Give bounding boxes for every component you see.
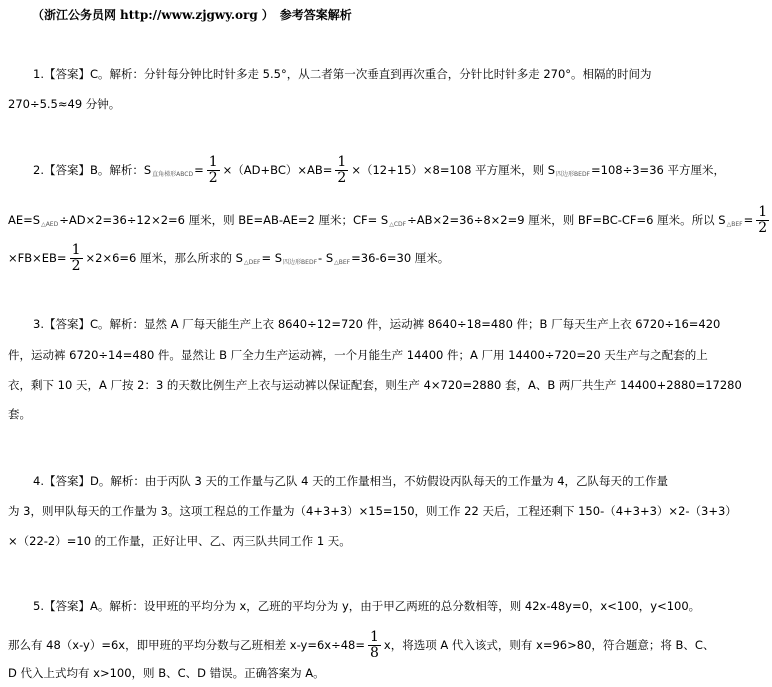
fraction-denominator: 2: [208, 170, 218, 186]
fraction-one-eighth: [368, 630, 381, 661]
q2-subscript: △DEF: [243, 259, 261, 266]
fraction-denominator: 2: [337, 170, 347, 186]
fraction-one-half: [70, 243, 83, 274]
q2-text: ×2×6=6 厘米，那么所求的 S: [85, 251, 243, 265]
q2-subscript: △CDF: [389, 221, 407, 228]
q5-text: x，将选项 A 代入该式，则有 x=96>80，符合题意；将 B、C、: [383, 638, 715, 652]
header-suffix: ）: [261, 8, 274, 22]
q3-line-4: 套。: [8, 407, 31, 421]
q2-subscript: 直角梯形ABCD: [152, 171, 194, 178]
fraction-numerator: 1: [758, 204, 768, 220]
fraction-one-half: [756, 205, 769, 236]
q2-subscript: 四边形BEDF: [556, 171, 591, 178]
header-prefix: （浙江公务员网: [32, 8, 117, 22]
fraction-one-half: [207, 155, 220, 186]
q2-text: ÷AB×2=36÷8×2=9 厘米，则 BF=BC-CF=6 厘米。所以 S: [407, 213, 726, 227]
q3-line-1: 3.【答案】C。解析：显然 A 厂每天能生产上衣 8640÷12=720 件，运动裤 8640÷18=480 件；B 厂每天生产上衣 6720÷16=420: [33, 317, 721, 331]
q2-text: ÷AD×2=36÷12×2=6 厘米，则 BE=AB-AE=2 厘米；CF= S: [59, 213, 389, 227]
q2-text: AE=S: [8, 213, 41, 227]
q4-line-3: ×（22-2）=10 的工作量，正好让甲、乙、丙三队共同工作 1 天。: [8, 534, 351, 548]
fraction-numerator: 1: [369, 629, 379, 645]
q2-text: 2.【答案】B。解析：S: [33, 163, 152, 177]
q2-subscript: △BEF: [334, 259, 351, 266]
q5-text: 那么有 48（x-y）=6x，即甲班的平均分数与乙班相差 x-y=6x÷48=: [8, 638, 365, 652]
q1-line-2: 270÷5.5≈49 分钟。: [8, 97, 121, 111]
fraction-one-half: [335, 155, 348, 186]
q2-text: = S: [261, 251, 283, 265]
q5-line-3: D 代入上式均有 x>100，则 B、C、D 错误。正确答案为 A。: [8, 666, 325, 680]
fraction-numerator: 1: [337, 154, 347, 170]
fraction-numerator: 1: [208, 154, 218, 170]
header-title: 参考答案解析: [279, 8, 352, 22]
q2-line-1: [33, 155, 725, 186]
fraction-numerator: 1: [71, 242, 81, 258]
q3-line-2: 件，运动裤 6720÷14=480 件。显然让 B 厂全力生产运动裤，一个月能生产 14400 件；A 厂用 14400÷720=20 天生产与之配套的上: [8, 348, 708, 362]
q2-text: =36-6=30 厘米。: [351, 251, 450, 265]
document-header: [32, 6, 352, 23]
q2-text: ×FB×EB=: [8, 251, 67, 265]
q2-text: ×（AD+BC）×AB=: [222, 163, 333, 177]
q2-text: =: [194, 163, 204, 177]
q2-text: =108÷3=36 平方厘米，: [591, 163, 725, 177]
q2-subscript: 四边形BEDF: [283, 259, 318, 266]
q2-subscript: △BEF: [726, 221, 743, 228]
q2-text: =: [743, 213, 754, 227]
q2-line-2: [8, 205, 772, 236]
q2-line-3: [8, 243, 449, 274]
q5-line-1: 5.【答案】A。解析：设甲班的平均分为 x，乙班的平均分为 y，由于甲乙两班的总分数相等，则 42x-48y=0，x<100，y<100。: [33, 599, 701, 613]
fraction-denominator: 2: [758, 220, 768, 236]
q2-text: ×（12+15）×8=108 平方厘米，则 S: [351, 163, 556, 177]
q4-line-1: 4.【答案】D。解析：由于丙队 3 天的工作量与乙队 4 天的工作量相当，不妨假设丙队每天的工作量为 4，乙队每天的工作量: [33, 474, 669, 488]
header-url: http://www.zjgwy.org: [120, 8, 258, 22]
q3-line-3: 衣，剩下 10 天，A 厂按 2：3 的天数比例生产上衣与运动裤以保证配套，则生产 4×720=2880 套，A、B 两厂共生产 14400+2880=17280: [8, 378, 742, 392]
q2-text: - S: [318, 251, 334, 265]
q2-subscript: △AED: [41, 221, 59, 228]
q4-line-2: 为 3，则甲队每天的工作量为 3。这项工程总的工作量为（4+3+3）×15=150，则工作 22 天后，工程还剩下 150-（4+3+3）×2-（3+3）: [8, 504, 737, 518]
q5-line-2: [8, 630, 714, 661]
q1-line-1: 1.【答案】C。解析：分针每分钟比时针多走 5.5°，从二者第一次垂直到再次重合，分针比时针多走 270°。相隔的时间为: [33, 67, 652, 81]
fraction-denominator: 2: [71, 258, 81, 274]
fraction-denominator: 8: [369, 645, 379, 661]
